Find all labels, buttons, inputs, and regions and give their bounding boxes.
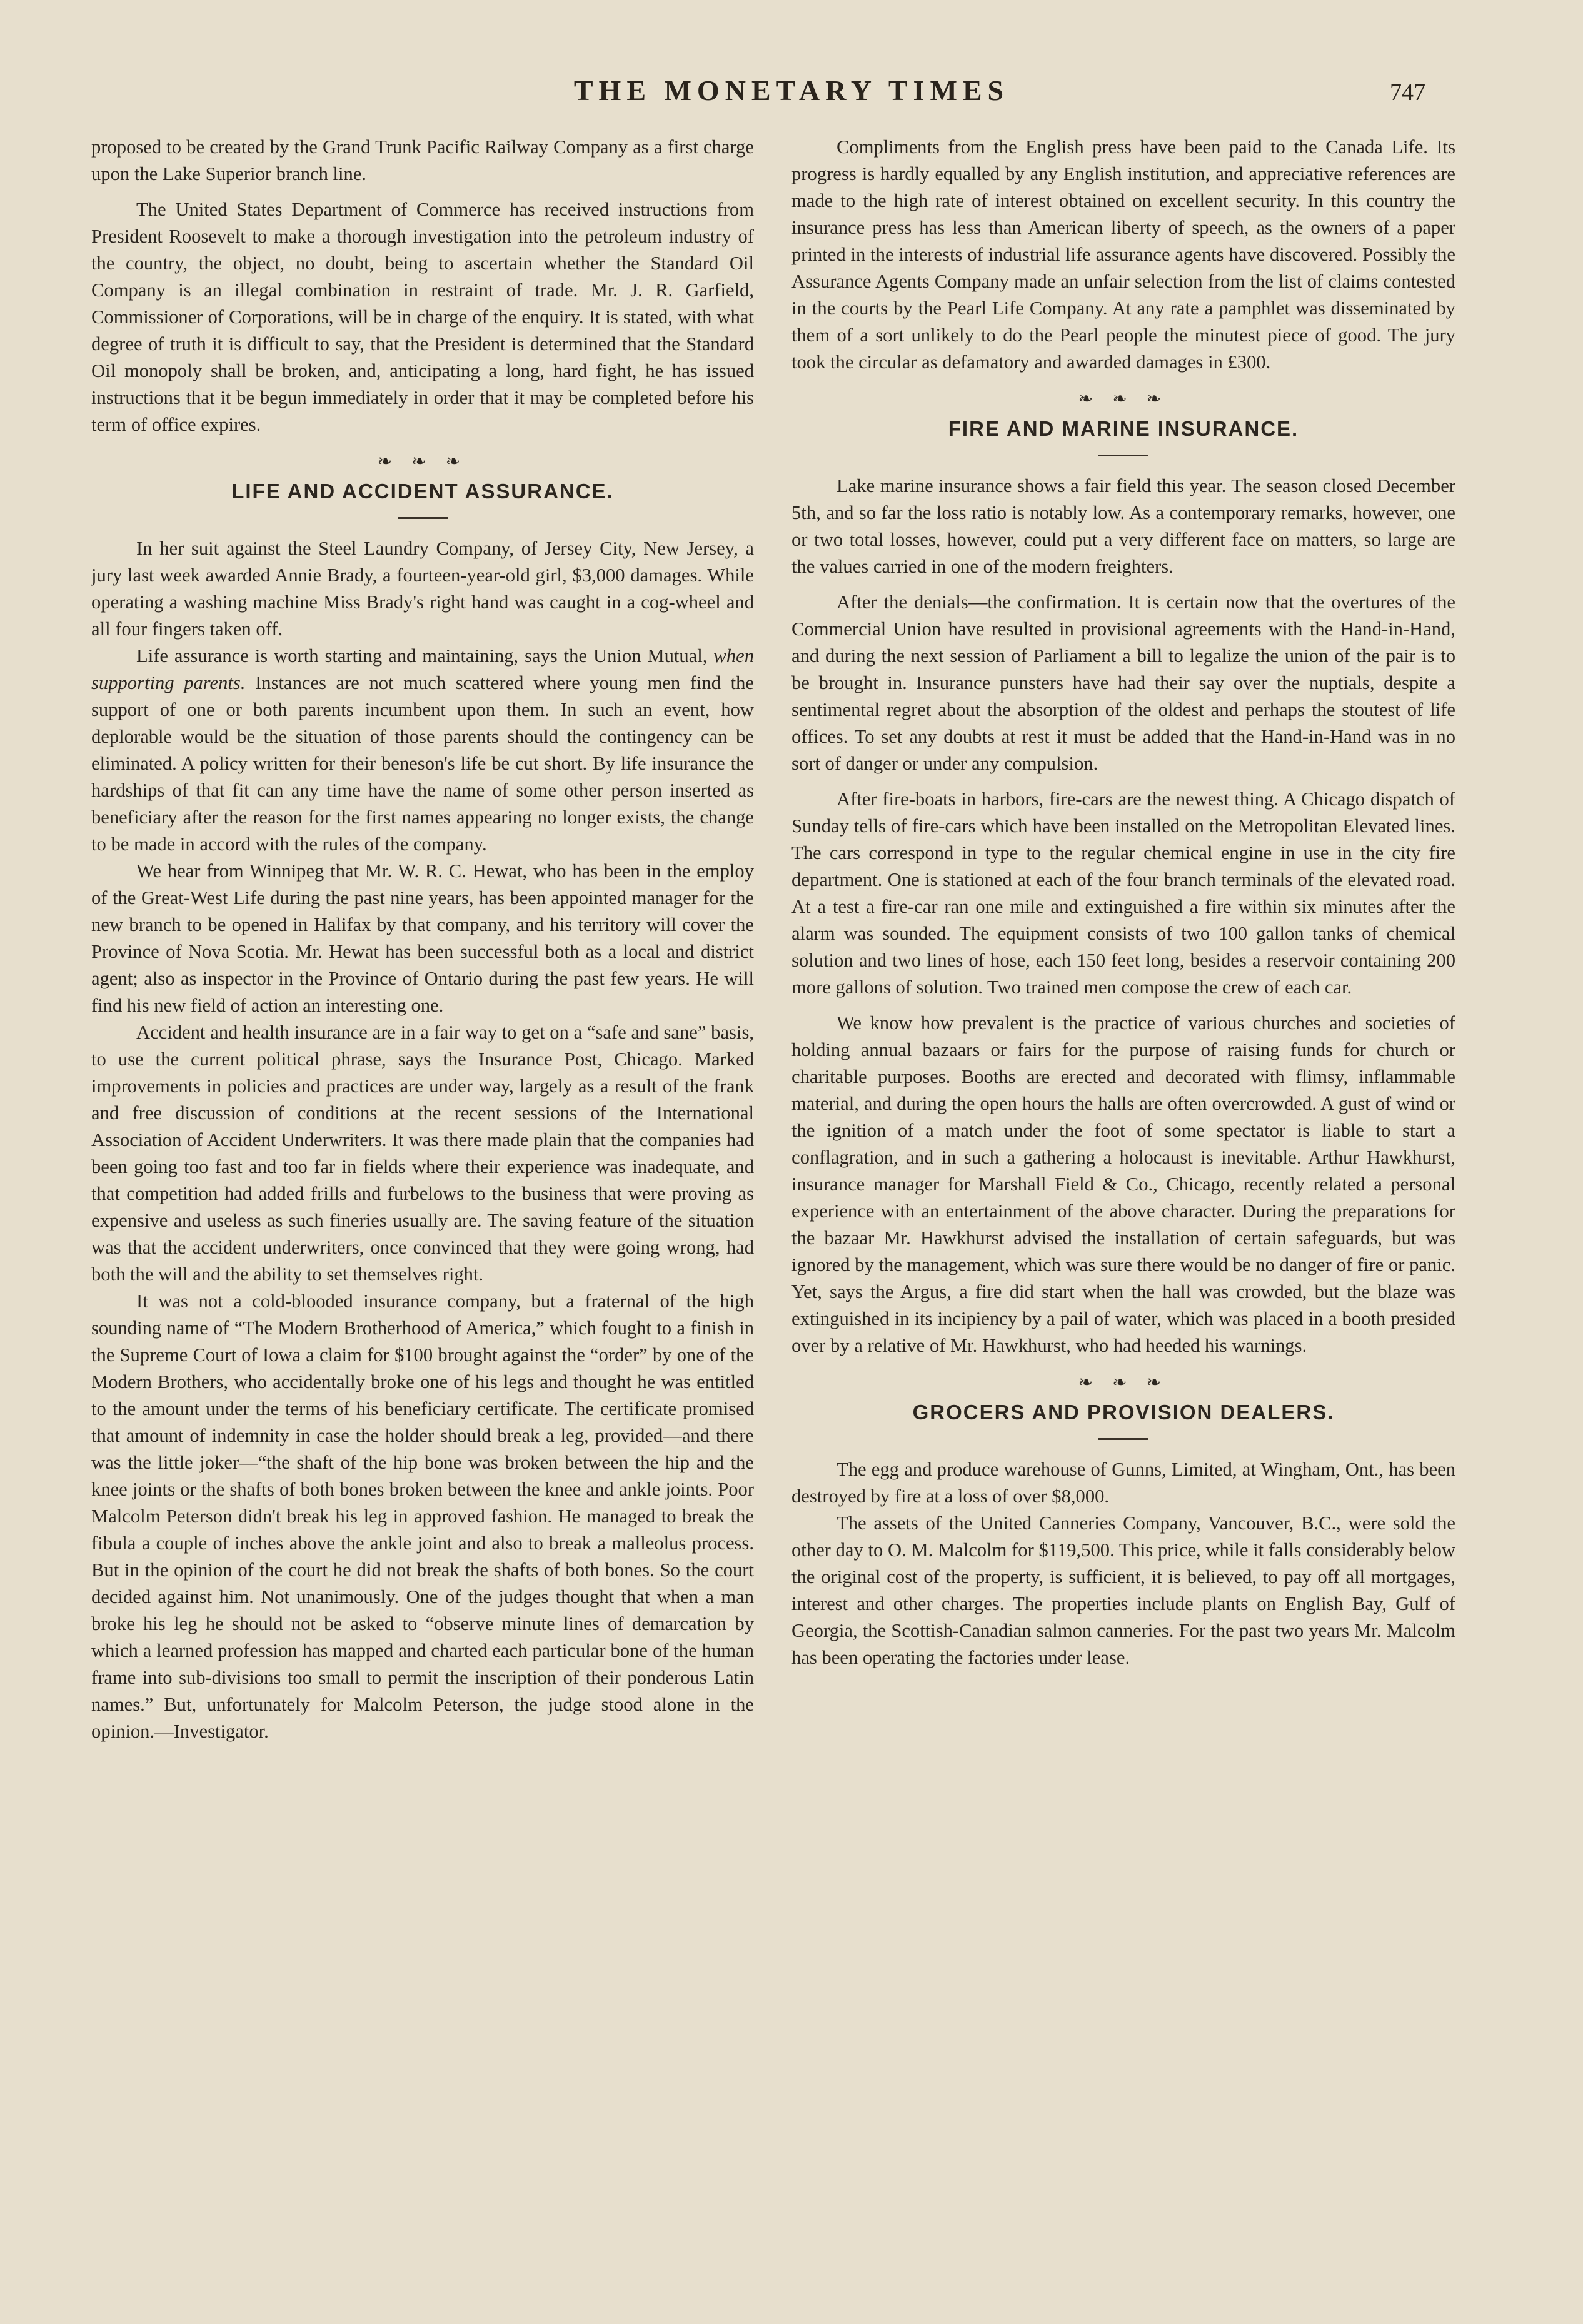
section-ornament: ❧ ❧ ❧ — [1078, 1373, 1169, 1392]
paragraph-standard-oil: The United States Department of Commerce has received instructions from President Roosevelt to make a thorough investigation into the petroleum industry of the country, the object, no doubt, being to ascertain whether the Standard Oil Company is an illegal combination in restraint of trade. Mr. J. R. Garfield, Commissioner of Corporations, will be in charge of the enquiry. It is stated, with what degree of truth it is difficult to say, that the President is determined that the Standard Oil monopoly shall be broken, and, anticipating a long, hard fight, he has issued instructions that it be begun immediately in order that it may be completed before his term of office expires. — [91, 199, 754, 435]
page-number: 747 — [1390, 79, 1425, 106]
italic-phrase: when supporting parents. — [91, 645, 754, 693]
paragraph-accident-health: Accident and health insurance are in a fair way to get on a “safe and sane” basis, to use the current political phrase, says the Insurance Post, Chicago. Marked improvements in policies and practices are under way, largely as a result of the frank and free discussion of conditions at the recent sessions of the International Association of Accident Underwriters. It was there made plain that the companies had been going too fast and too far in fields where their experience was inadequate, and that competition had added frills and furbelows to the business that were proving as expensive and useless as such fineries usually are. The saving feature of the situation was that the accident underwriters, once convinced that they were going wrong, had both the will and the ability to set themselves right. — [91, 1022, 754, 1285]
paragraph-united-canneries: The assets of the United Canneries Company, Vancouver, B.C., were sold the other day to O. M. Malcolm for $119,500. This price, while it falls considerably below the original cost of the property, is sufficient, it is believed, to pay off all mortgages, interest and other charges. The properties include plants on English Bay, Gulf of Georgia, the Scottish-Canadian salmon canneries. For the past two years Mr. Malcolm has been operating the factories under lease. — [792, 1512, 1455, 1668]
paragraph-bazaars: We know how prevalent is the practice of various churches and societies of holding annual bazaars or fairs for the purpose of raising funds for church or charitable purposes. Booths are erected and decorated with flimsy, inflammable material, and during the open hours the halls are often overcrowded. A gust of wind or the ignition of a match under the foot of some spectator is liable to start a conflagration, and in such a gathering a holocaust is inevitable. Arthur Hawkhurst, insurance manager for Marshall Field & Co., Chicago, recently related a personal experience with an entertainment of the above character. During the preparations for the bazaar Mr. Hawkhurst advised the installation of certain safeguards, but was ignored by the management, which was sure there would be no danger of fire or panic. Yet, says the Argus, a fire did start when the hall was crowded, but the blaze was extinguished in its incipiency by a pail of water, which was placed in a booth presided over by a relative of Mr. Hawkhurst, who had heeded his warnings. — [792, 1012, 1455, 1356]
section-title-grocers: GROCERS AND PROVISION DEALERS. — [912, 1401, 1335, 1424]
section-title-fire-marine: FIRE AND MARINE INSURANCE. — [948, 417, 1299, 440]
section-ornament: ❧ ❧ ❧ — [377, 452, 468, 471]
section-title-life-accident: LIFE AND ACCIDENT ASSURANCE. — [231, 480, 614, 503]
paragraph-lake-marine: Lake marine insurance shows a fair field this year. The season closed December 5th, and so far the loss ratio is notably low. As a contemporary remarks, however, one or two total losses, however, could put a very different face on matters, so large are the values carried in one of the modern freighters. — [792, 475, 1455, 577]
paragraph-fire-cars: After fire-boats in harbors, fire-cars are the newest thing. A Chicago dispatch of Sunday tells of fire-cars which have been installed on the Metropolitan Elevated lines. The cars correspond in type to the regular chemical engine in use in the city fire department. One is stationed at each of the four branch terminals of the elevated road. At a test a fire-car ran one mile and extinguished a fire within six minutes after the alarm was sounded. The equipment consists of two 100 gallon tanks of chemical solution and two lines of hose, each 150 feet long, besides a reservoir containing 200 more gallons of solution. Two trained men compose the crew of each car. — [792, 788, 1455, 998]
section-ornament: ❧ ❧ ❧ — [1078, 390, 1169, 409]
paragraph-gunns: The egg and produce warehouse of Gunns, Limited, at Wingham, Ont., has been destroyed by fire at a loss of over $8,000. — [792, 1459, 1455, 1507]
section-rule — [1098, 1438, 1148, 1440]
left-column — [91, 134, 754, 1745]
paragraph-canada-life: Compliments from the English press have been paid to the Canada Life. Its progress is hardly equalled by any English institution, and appreciative references are made to the high rate of interest obtained on excellent security. In this country the insurance press has less than American liberty of speech, as the owners of a paper printed in the interests of industrial life assurance agents have discovered. Possibly the Assurance Agents Company made an unfair selection from the list of claims contested in the courts by the Pearl Life Company. At any rate a pamphlet was disseminated by them of a sort unlikely to do the Pearl people the minutest piece of good. The jury took the circular as defamatory and awarded damages in £300. — [792, 136, 1455, 373]
paragraph-commercial-union: After the denials—the confirmation. It is certain now that the overtures of the Commercial Union have resulted in provisional agreements with the Hand-in-Hand, and during the next session of Parliament a bill to legalize the union of the pair is to be brought in. Insurance punsters have had their say over the nuptials, despite a sentimental regret about the absorption of the oldest and perhaps the stoutest of life offices. To set any doubts at rest it must be added that the Hand-in-Hand was in no sort of danger or under any compulsion. — [792, 591, 1455, 774]
text-run: Instances are not much scattered where young men find the support of one or both parents incumbent upon them. In such an event, how deplorable would be the situation of those parents should the contingency can be eliminated. A policy written for their beneson's life be cut short. By life insurance the hardships of that fit can any time have the name of some other person inserted as beneficiary after the reason for the first names appearing no longer exists, the change to be made in accord with the rules of the company. — [91, 672, 754, 855]
section-rule — [1098, 455, 1148, 456]
text-run: Life assurance is worth starting and maintaining, says the Union Mutual, — [136, 645, 714, 667]
paragraph-steel-laundry: In her suit against the Steel Laundry Company, of Jersey City, New Jersey, a jury last week awarded Annie Brady, a fourteen-year-old girl, $3,000 damages. While operating a washing machine Miss Brady's right hand was caught in a cog-wheel and all four fingers taken off. — [91, 538, 754, 640]
paragraph-grand-trunk: proposed to be created by the Grand Trunk Pacific Railway Company as a first charge upon the Lake Superior branch line. — [91, 136, 754, 184]
paragraph-modern-brotherhood: It was not a cold-blooded insurance company, but a fraternal of the high sounding name of “The Modern Brotherhood of America,” which fought to a finish in the Supreme Court of Iowa a claim for $100 brought against the “order” by one of the Modern Brothers, who accidentally broke one of his legs and thought he was entitled to the amount under the terms of his beneficiary certificate. The certificate promised that amount of indemnity in case the holder should break a leg, provided—and there was the little joker—“the shaft of the hip bone was broken between the hip and the knee joints or the shafts of both bones broken between the knee and ankle joints. Poor Malcolm Peterson didn't break his leg in approved fashion. He managed to break the fibula a couple of inches above the ankle joint and also to break a malleolus process. But in the opinion of the court he did not break the shafts of both bones. So the court decided against him. Not unanimously. One of the judges thought that when a man broke his leg he should not be asked to “observe minute lines of demarcation by which a learned profession has mapped and charted each particular bone of the human frame into sub-divisions too small to permit the inscription of their ponderous Latin names.” But, unfortunately for Malcolm Peterson, the judge stood alone in the opinion.—Investigator. — [91, 1290, 754, 1742]
running-head — [0, 74, 1583, 111]
journal-title: THE MONETARY TIMES — [573, 74, 1010, 106]
section-rule — [398, 517, 448, 519]
paragraph-union-mutual — [91, 643, 754, 858]
paragraph-hewat: We hear from Winnipeg that Mr. W. R. C. Hewat, who has been in the employ of the Great-West Life during the past nine years, has been appointed manager for the new branch to be opened in Halifax by that company, and his territory will cover the Province of Nova Scotia. Mr. Hewat has been successful both as a local and district agent; also as inspector in the Province of Ontario during the past few years. He will find his new field of action an interesting one. — [91, 860, 754, 1016]
right-column — [792, 134, 1455, 1671]
